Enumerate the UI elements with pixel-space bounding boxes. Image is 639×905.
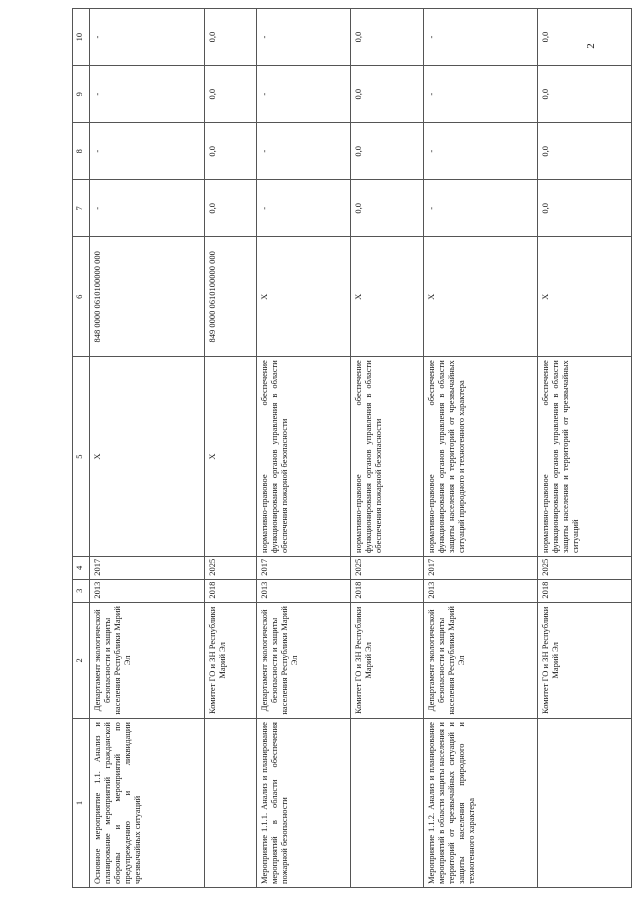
executor-cell: Департамент экологической безопасности и защиты населения Республики Марий Эл xyxy=(423,602,538,718)
budget-code-cell: X xyxy=(350,237,423,357)
value-cell: - xyxy=(90,180,205,237)
header-row xyxy=(73,9,90,888)
value-cell: 0,0 xyxy=(204,123,256,180)
measure-name-cell xyxy=(204,719,256,888)
start-year-cell: 2018 xyxy=(204,579,256,602)
header-cell: 10 xyxy=(73,9,90,66)
result-cell: нормативно-правовое обеспечение функционирования органов управления в области обеспечения пожарной безопасности xyxy=(256,357,350,557)
header-cell: 5 xyxy=(73,357,90,557)
page-number: 2 xyxy=(584,43,597,49)
header-cell: 1 xyxy=(73,719,90,888)
value-cell: 0,0 xyxy=(350,123,423,180)
executor-cell: Комитет ГО и ЗН Республики Марий Эл xyxy=(538,602,632,718)
header-cell: 6 xyxy=(73,237,90,357)
budget-code-cell: 849 0000 0610100000 000 xyxy=(204,237,256,357)
header-cell: 7 xyxy=(73,180,90,237)
end-year-cell: 2017 xyxy=(423,556,538,579)
start-year-cell: 2013 xyxy=(90,579,205,602)
start-year-cell: 2013 xyxy=(423,579,538,602)
start-year-cell: 2018 xyxy=(538,579,632,602)
value-cell: 0,0 xyxy=(204,180,256,237)
end-year-cell: 2025 xyxy=(204,556,256,579)
value-cell: 0,0 xyxy=(350,66,423,123)
executor-cell: Комитет ГО и ЗН Республики Марий Эл xyxy=(350,602,423,718)
measure-name-cell: Мероприятие 1.1.1. Анализ и планирование мероприятий в области обеспечения пожарной безопасности xyxy=(256,719,350,888)
result-cell: нормативно-правовое обеспечение функционирования органов управления в области обеспечения пожарной безопасности xyxy=(350,357,423,557)
value-cell: - xyxy=(423,180,538,237)
table-row xyxy=(350,9,423,888)
value-cell: - xyxy=(256,180,350,237)
measure-name-cell: Мероприятие 1.1.2. Анализ и планирование мероприятий в области защиты населения и территорий от чрезвычайных ситуаций и защиты населения природного и техногенного характера xyxy=(423,719,538,888)
executor-cell: Департамент экологической безопасности и защиты населения Республики Марий Эл xyxy=(90,602,205,718)
table-row xyxy=(90,9,205,888)
header-cell: 2 xyxy=(73,602,90,718)
table-row xyxy=(538,9,632,888)
budget-code-cell: X xyxy=(538,237,632,357)
value-cell: - xyxy=(423,123,538,180)
value-cell: 0,0 xyxy=(204,9,256,66)
header-cell: 9 xyxy=(73,66,90,123)
header-cell: 4 xyxy=(73,556,90,579)
result-cell: нормативно-правовое обеспечение функционирования органов управления в области защиты населения и территорий от чрезвычайных ситуаций xyxy=(538,357,632,557)
value-cell: 0,0 xyxy=(538,180,632,237)
value-cell: 0,0 xyxy=(350,180,423,237)
value-cell: - xyxy=(90,9,205,66)
start-year-cell: 2018 xyxy=(350,579,423,602)
end-year-cell: 2025 xyxy=(350,556,423,579)
measure-name-cell xyxy=(538,719,632,888)
result-cell: нормативно-правовое обеспечение функционирования органов управления в области защиты населения и территорий от чрезвычайных ситуаций природного и техногенного характера xyxy=(423,357,538,557)
value-cell: - xyxy=(256,9,350,66)
value-cell: - xyxy=(90,66,205,123)
value-cell: 0,0 xyxy=(204,66,256,123)
result-cell: X xyxy=(204,357,256,557)
value-cell: 0,0 xyxy=(538,66,632,123)
measure-name-cell: Основное мероприятие 1.1. Анализ и планирование мероприятий гражданской обороны и мероприятий по предупреждению и ликвидации чрезвычайных ситуаций xyxy=(90,719,205,888)
executor-cell: Комитет ГО и ЗН Республики Марий Эл xyxy=(204,602,256,718)
table-row xyxy=(204,9,256,888)
end-year-cell: 2017 xyxy=(256,556,350,579)
rotated-table-container xyxy=(72,8,632,888)
budget-code-cell: 848 0000 0610100000 000 xyxy=(90,237,205,357)
value-cell: - xyxy=(256,123,350,180)
table-row xyxy=(256,9,350,888)
value-cell: - xyxy=(90,123,205,180)
header-cell: 3 xyxy=(73,579,90,602)
end-year-cell: 2025 xyxy=(538,556,632,579)
executor-cell: Департамент экологической безопасности и защиты населения Республики Марий Эл xyxy=(256,602,350,718)
program-table xyxy=(72,8,632,888)
value-cell: 0,0 xyxy=(350,9,423,66)
budget-code-cell: X xyxy=(423,237,538,357)
header-cell: 8 xyxy=(73,123,90,180)
start-year-cell: 2013 xyxy=(256,579,350,602)
measure-name-cell xyxy=(350,719,423,888)
budget-code-cell: X xyxy=(256,237,350,357)
table-row xyxy=(423,9,538,888)
value-cell: 0,0 xyxy=(538,123,632,180)
value-cell: - xyxy=(256,66,350,123)
value-cell: 0,0 xyxy=(538,9,632,66)
value-cell: - xyxy=(423,9,538,66)
result-cell: X xyxy=(90,357,205,557)
end-year-cell: 2017 xyxy=(90,556,205,579)
value-cell: - xyxy=(423,66,538,123)
